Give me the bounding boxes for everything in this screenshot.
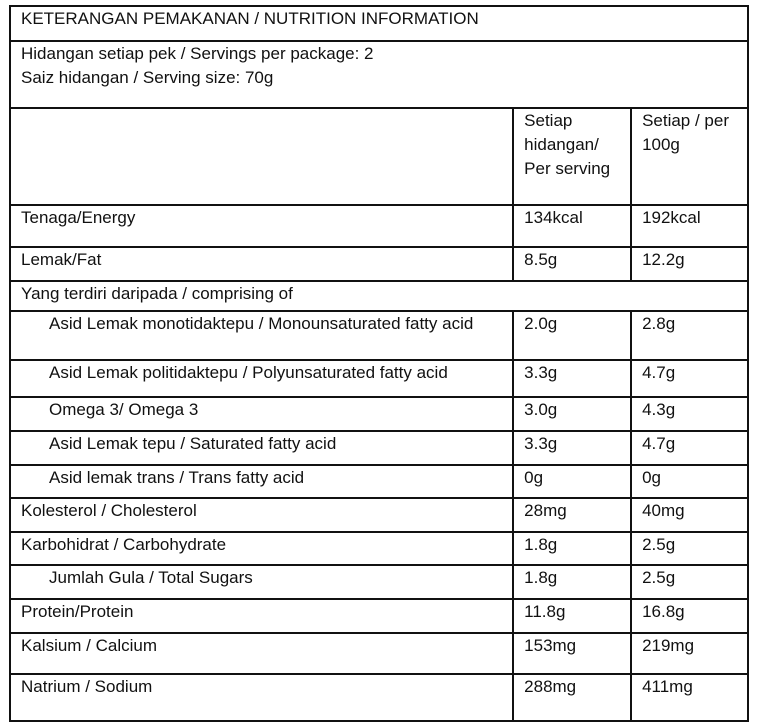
serving-size: Saiz hidangan / Serving size: 70g	[21, 68, 274, 87]
section-label: Yang terdiri daripada / comprising of	[10, 281, 748, 311]
value-per-serving: 11.8g	[513, 599, 631, 633]
table-title-row	[10, 6, 748, 41]
value-per-100g: 40mg	[631, 498, 748, 532]
table-row	[10, 205, 748, 247]
nutrient-label: Asid Lemak monotidaktepu / Monounsaturated fatty acid	[10, 311, 513, 360]
value-per-100g: 219mg	[631, 633, 748, 674]
table-row	[10, 281, 748, 311]
value-per-100g: 4.7g	[631, 360, 748, 397]
value-per-serving: 0g	[513, 465, 631, 498]
table-row	[10, 674, 748, 721]
table-row	[10, 431, 748, 465]
serving-info-row	[10, 41, 748, 108]
nutrition-information-table	[9, 5, 749, 722]
header-per-serving: Setiap hidangan/ Per serving	[513, 108, 631, 205]
servings-per-package: Hidangan setiap pek / Servings per package: 2	[21, 44, 374, 63]
value-per-serving: 153mg	[513, 633, 631, 674]
value-per-serving: 3.0g	[513, 397, 631, 431]
nutrient-label: Lemak/Fat	[10, 247, 513, 281]
nutrient-label: Tenaga/Energy	[10, 205, 513, 247]
table-row	[10, 311, 748, 360]
nutrient-label: Asid lemak trans / Trans fatty acid	[10, 465, 513, 498]
value-per-100g: 411mg	[631, 674, 748, 721]
header-blank-cell	[10, 108, 513, 205]
nutrient-label: Kolesterol / Cholesterol	[10, 498, 513, 532]
nutrient-label: Asid Lemak politidaktepu / Polyunsaturated fatty acid	[10, 360, 513, 397]
table-row	[10, 565, 748, 599]
value-per-100g: 2.8g	[631, 311, 748, 360]
column-header-row	[10, 108, 748, 205]
table-row	[10, 360, 748, 397]
value-per-serving: 288mg	[513, 674, 631, 721]
nutrient-label: Omega 3/ Omega 3	[10, 397, 513, 431]
table-row	[10, 599, 748, 633]
table-row	[10, 532, 748, 565]
value-per-100g: 4.3g	[631, 397, 748, 431]
value-per-100g: 2.5g	[631, 565, 748, 599]
value-per-serving: 28mg	[513, 498, 631, 532]
table-row	[10, 498, 748, 532]
value-per-serving: 3.3g	[513, 360, 631, 397]
nutrient-label: Karbohidrat / Carbohydrate	[10, 532, 513, 565]
value-per-100g: 2.5g	[631, 532, 748, 565]
nutrient-label: Natrium / Sodium	[10, 674, 513, 721]
nutrient-label: Kalsium / Calcium	[10, 633, 513, 674]
header-per-100g: Setiap / per 100g	[631, 108, 748, 205]
nutrient-label: Jumlah Gula / Total Sugars	[10, 565, 513, 599]
value-per-100g: 0g	[631, 465, 748, 498]
value-per-100g: 12.2g	[631, 247, 748, 281]
value-per-serving: 8.5g	[513, 247, 631, 281]
table-row	[10, 247, 748, 281]
value-per-serving: 1.8g	[513, 565, 631, 599]
value-per-serving: 3.3g	[513, 431, 631, 465]
nutrient-label: Asid Lemak tepu / Saturated fatty acid	[10, 431, 513, 465]
nutrient-label: Protein/Protein	[10, 599, 513, 633]
table-title: KETERANGAN PEMAKANAN / NUTRITION INFORMATION	[10, 6, 748, 41]
table-row	[10, 633, 748, 674]
value-per-serving: 134kcal	[513, 205, 631, 247]
value-per-100g: 16.8g	[631, 599, 748, 633]
value-per-100g: 4.7g	[631, 431, 748, 465]
serving-info-cell	[10, 41, 748, 108]
value-per-serving: 2.0g	[513, 311, 631, 360]
table-row	[10, 465, 748, 498]
table-row	[10, 397, 748, 431]
value-per-100g: 192kcal	[631, 205, 748, 247]
value-per-serving: 1.8g	[513, 532, 631, 565]
